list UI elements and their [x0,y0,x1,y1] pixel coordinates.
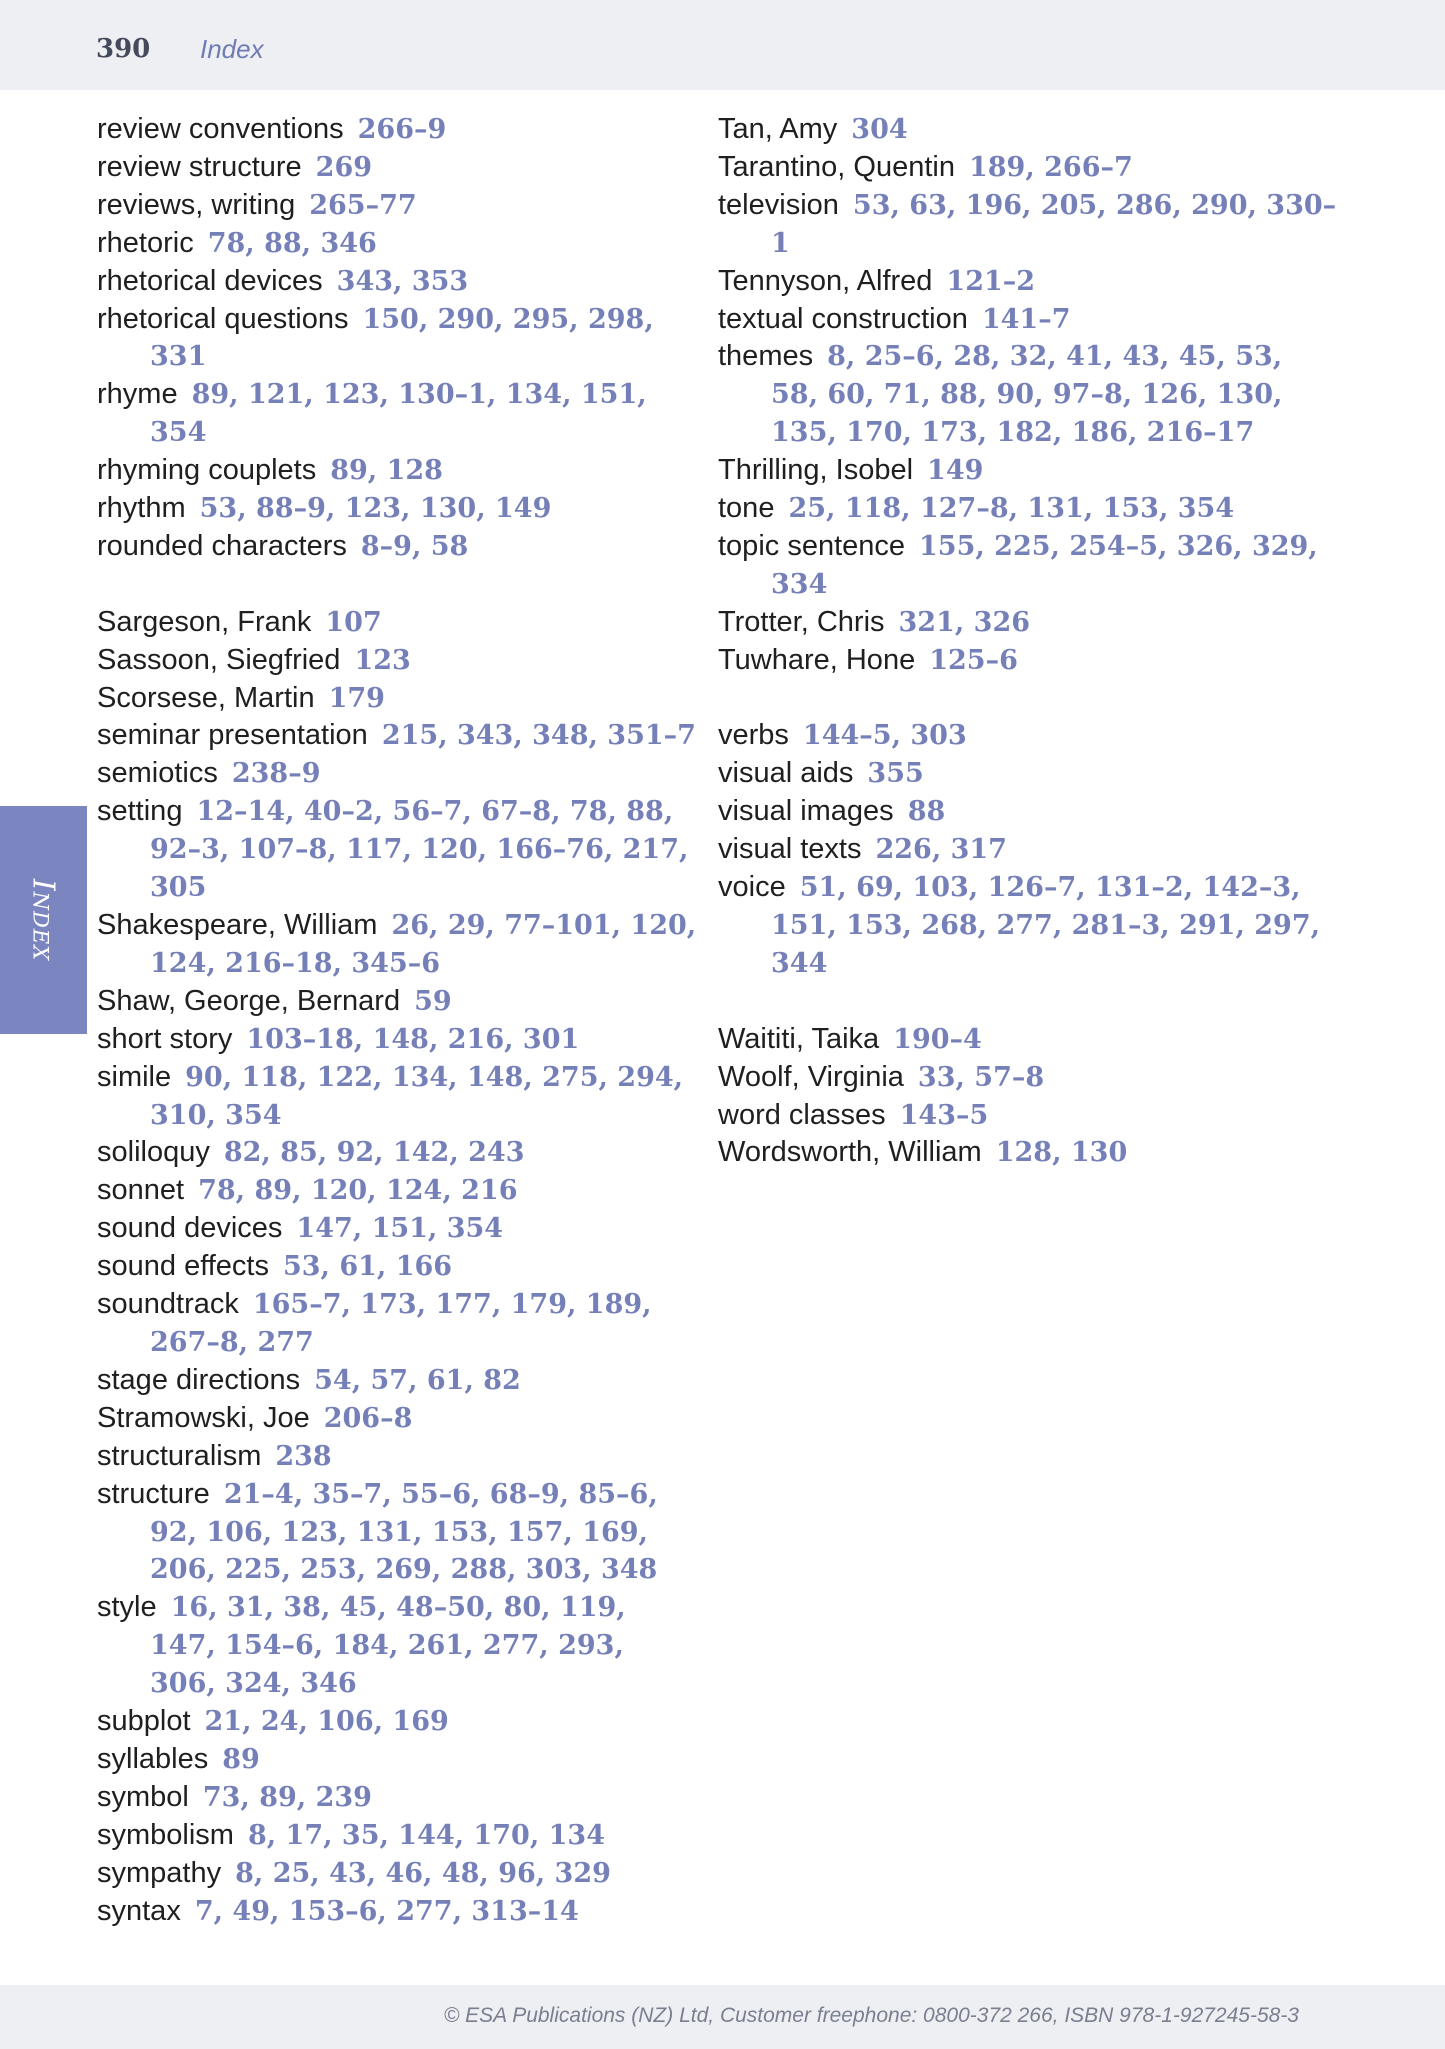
page-number: 390 [96,34,151,64]
index-term: rhetoric [97,226,194,259]
index-term: Woolf, Virginia [718,1060,904,1093]
index-page-refs: 82, 85, 92, 142, 243 [223,1137,525,1169]
index-page-refs: 321, 326 [898,606,1031,638]
index-entry [97,225,697,263]
index-entry [97,1286,697,1362]
index-term: Stramowski, Joe [97,1401,310,1434]
index-page-refs: 78, 89, 120, 124, 216 [198,1175,518,1207]
index-term: structuralism [97,1439,262,1472]
index-page-refs: 21–4, 35–7, 55–6, 68–9, 85–6, 92, 106, 123, 131, 153, 157, 169, 206, 225, 253, 269, 288, 303, 348 [150,1478,658,1586]
index-entry [97,301,697,377]
index-entry [718,338,1338,452]
index-entry [718,755,1338,793]
index-term: rhyming couplets [97,454,317,487]
index-page-refs: 179 [328,682,385,714]
index-term: Wordsworth, William [718,1136,982,1169]
index-term: Shaw, George, Bernard [97,984,401,1017]
index-page-refs: 155, 225, 254–5, 326, 329, 334 [771,530,1318,600]
index-term: visual aids [718,757,854,790]
index-page-refs: 143–5 [899,1099,989,1131]
index-term: stage directions [97,1363,301,1396]
copyright-text: © ESA Publications (NZ) Ltd, Customer freephone: 0800-372 266, ISBN 978-1-927245-58-3 [443,2004,1299,2027]
index-page-refs: 8, 25–6, 28, 32, 41, 43, 45, 53, 58, 60, 71, 88, 90, 97–8, 126, 130, 135, 170, 173, 182, 186, 216–17 [771,341,1283,449]
page-header [0,0,1445,90]
index-page-refs: 53, 63, 196, 205, 286, 290, 330–1 [771,189,1337,259]
index-page-refs: 121–2 [946,265,1036,297]
section-gap [718,680,1338,718]
index-page-refs: 33, 57–8 [917,1061,1045,1093]
index-column-left [97,111,697,1930]
index-entry [97,983,697,1021]
index-entry [718,604,1338,642]
index-page-refs: 90, 118, 122, 134, 148, 275, 294, 310, 354 [150,1061,684,1131]
index-entry [97,680,697,718]
index-term: textual construction [718,302,968,335]
index-entry [97,1855,697,1893]
index-page-refs: 51, 69, 103, 126–7, 131–2, 142–3, 151, 153, 268, 277, 281–3, 291, 297, 344 [771,872,1321,979]
index-page-refs: 144–5, 303 [802,720,967,752]
index-page-refs: 103–18, 148, 216, 301 [246,1023,580,1055]
index-term: rhetorical questions [97,302,349,335]
index-entry [97,1172,697,1210]
index-entry [97,1248,697,1286]
index-entry [97,907,697,983]
index-term: verbs [718,719,789,752]
index-page-refs: 269 [315,151,373,183]
side-tab-label: Index [25,878,61,962]
index-entry [97,1400,697,1438]
index-entry [97,187,697,225]
index-term: soundtrack [97,1288,239,1321]
index-term: syntax [97,1894,181,1927]
index-term: short story [97,1022,233,1055]
index-term: Trotter, Chris [718,605,885,638]
index-term: voice [718,871,786,904]
index-page-refs: 266–9 [357,114,447,145]
index-term: Tuwhare, Hone [718,643,916,676]
index-term: sound devices [97,1212,283,1245]
index-page-refs: 16, 31, 38, 45, 48–50, 80, 119, 147, 154–6, 184, 261, 277, 293, 306, 324, 346 [150,1592,626,1700]
index-term: Tarantino, Quentin [718,150,955,183]
index-entry [718,1021,1338,1059]
index-term: rhythm [97,492,186,525]
index-term: symbol [97,1780,189,1813]
index-page-refs: 89 [222,1743,260,1775]
index-page-refs: 59 [414,985,452,1017]
index-term: word classes [718,1098,886,1131]
index-page-refs: 53, 61, 166 [282,1251,453,1283]
index-page-refs: 190–4 [893,1023,982,1055]
index-entry [97,452,697,490]
index-entry [97,793,697,907]
index-entry [718,642,1338,680]
index-term: symbolism [97,1818,234,1851]
page-footer [0,1985,1445,2049]
index-term: Sargeson, Frank [97,605,312,638]
index-term: structure [97,1477,210,1510]
index-term: seminar presentation [97,719,368,752]
index-term: sound effects [97,1250,269,1283]
index-page-refs: 123 [354,644,411,676]
index-term: simile [97,1060,172,1093]
index-entry [97,642,697,680]
index-term: subplot [97,1705,191,1738]
index-page-refs: 189, 266–7 [968,151,1133,183]
index-entry [97,1779,697,1817]
index-page-refs: 8–9, 58 [360,530,469,562]
index-page-refs: 128, 130 [995,1137,1128,1169]
index-entry [718,1097,1338,1135]
index-page-refs: 12–14, 40–2, 56–7, 67–8, 78, 88, 92–3, 107–8, 117, 120, 166–76, 217, 305 [150,796,689,904]
index-page-refs: 343, 353 [336,265,469,297]
index-term: Thrilling, Isobel [718,454,914,487]
index-entry [718,187,1338,263]
index-entry [718,490,1338,528]
index-term: Tan, Amy [718,113,838,145]
index-term: Shakespeare, William [97,909,378,942]
index-entry [97,149,697,187]
index-entry [718,793,1338,831]
index-page-refs: 304 [851,114,908,145]
section-gap [718,983,1338,1021]
index-side-tab [0,806,87,1034]
index-page-refs: 141–7 [981,303,1071,335]
index-term: review structure [97,150,302,183]
index-page-refs: 215, 343, 348, 351–7 [381,720,696,752]
index-page-refs: 78, 88, 346 [207,227,377,259]
index-entry [718,1134,1338,1172]
index-page-refs: 355 [867,758,924,790]
index-entry [97,1210,697,1248]
index-entry [97,1741,697,1779]
index-term: soliloquy [97,1136,210,1169]
index-term: semiotics [97,757,218,790]
index-page-refs: 147, 151, 354 [296,1213,504,1245]
index-entry [97,1134,697,1172]
index-entry [718,717,1338,755]
index-page-refs: 73, 89, 239 [202,1781,372,1813]
section-gap [97,566,697,604]
index-entry [718,869,1338,983]
index-term: themes [718,340,814,373]
index-entry [718,831,1338,869]
index-term: sympathy [97,1856,222,1889]
index-entry [97,490,697,528]
index-term: review conventions [97,113,344,145]
index-page-refs: 26, 29, 77–101, 120, 124, 216–18, 345–6 [150,910,697,979]
index-page-refs: 25, 118, 127–8, 131, 153, 354 [788,493,1235,525]
index-term: rhetorical devices [97,264,323,297]
index-page-refs: 54, 57, 61, 82 [314,1364,521,1396]
index-page-refs: 125–6 [929,644,1018,676]
index-entry [97,755,697,793]
index-page-refs: 88 [907,796,946,828]
index-entry [97,1589,697,1703]
index-entry [97,717,697,755]
index-page-refs: 89, 128 [330,455,443,487]
index-entry [97,1893,697,1931]
index-term: Waititi, Taika [718,1022,880,1055]
index-entry [97,111,697,149]
index-term: setting [97,795,183,828]
index-term: Tennyson, Alfred [718,264,933,297]
index-term: syllables [97,1742,209,1775]
index-page-refs: 21, 24, 106, 169 [204,1706,449,1738]
index-entry [97,1817,697,1855]
index-page-refs: 265–77 [309,189,417,221]
index-entry [718,149,1338,187]
index-entry [97,1476,697,1590]
index-term: topic sentence [718,529,906,562]
index-entry [718,1059,1338,1097]
index-term: Scorsese, Martin [97,681,315,714]
index-entry [97,1438,697,1476]
index-page-refs: 238 [275,1440,332,1472]
index-term: visual images [718,795,894,828]
index-term: rounded characters [97,529,347,562]
index-term: tone [718,492,775,525]
index-page-refs: 150, 290, 295, 298, 331 [150,303,654,373]
index-page-refs: 53, 88–9, 123, 130, 149 [199,493,552,525]
index-entry [97,1362,697,1400]
index-term: Sassoon, Siegfried [97,643,341,676]
index-page-refs: 107 [325,606,382,638]
index-page-refs: 8, 25, 43, 46, 48, 96, 329 [235,1857,611,1889]
index-entry [97,376,697,452]
index-entry [97,528,697,566]
index-entry [718,263,1338,301]
index-page-refs: 7, 49, 153–6, 277, 313–14 [194,1895,579,1927]
running-head: Index [200,34,264,64]
index-term: sonnet [97,1174,185,1207]
index-entry [97,604,697,642]
index-page-refs: 226, 317 [875,834,1007,866]
index-term: visual texts [718,833,862,866]
index-entry [718,111,1338,149]
index-entry [718,528,1338,604]
index-page-refs: 165–7, 173, 177, 179, 189, 267–8, 277 [150,1289,652,1358]
index-entry [718,301,1338,339]
index-entry [97,1021,697,1059]
index-page-refs: 149 [927,455,984,487]
index-page-refs: 89, 121, 123, 130–1, 134, 151, 354 [150,379,647,449]
index-column-right [718,111,1338,1172]
index-term: style [97,1591,157,1624]
index-entry [97,1703,697,1741]
index-page-refs: 238–9 [231,758,321,790]
index-term: reviews, writing [97,188,296,221]
index-page-refs: 8, 17, 35, 144, 170, 134 [247,1819,605,1851]
index-term: rhyme [97,378,178,411]
index-entry [97,263,697,301]
index-term: television [718,188,839,221]
index-entry [97,1059,697,1135]
index-page-refs: 206–8 [323,1402,413,1434]
index-entry [718,452,1338,490]
